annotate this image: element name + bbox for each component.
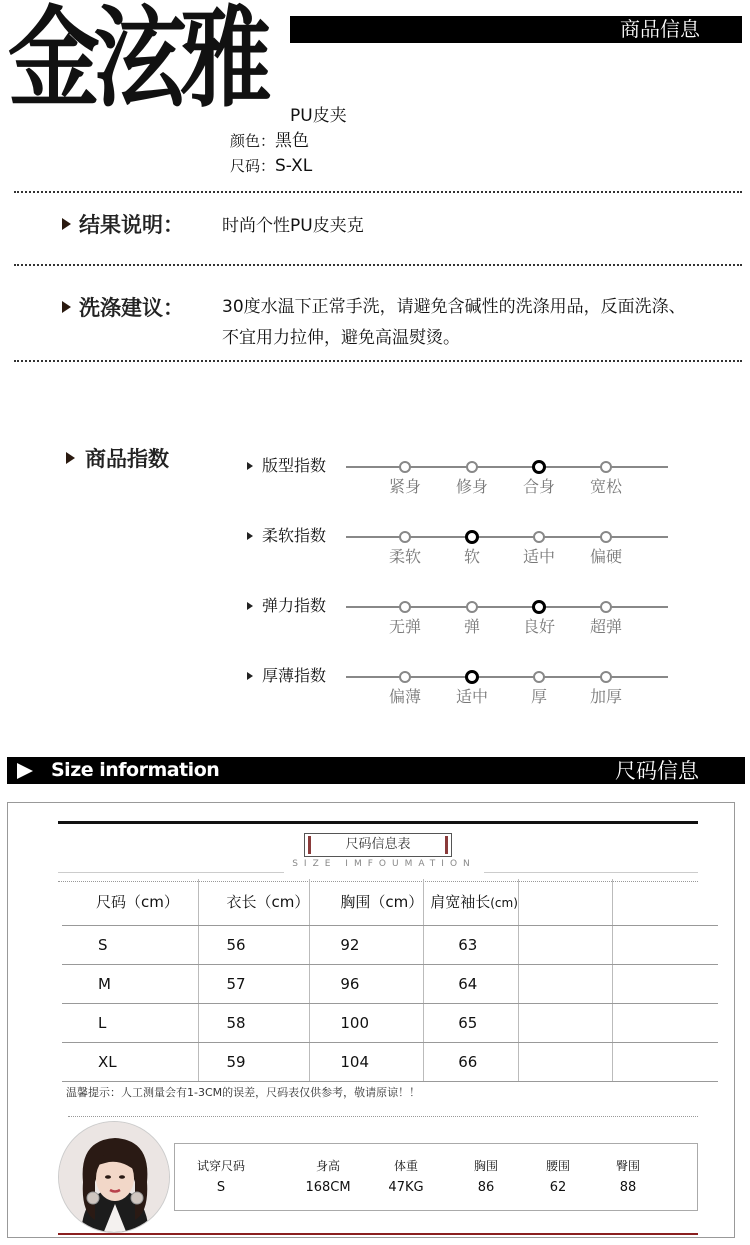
index-dot xyxy=(600,601,612,613)
index-scale-line xyxy=(346,536,668,538)
size-table xyxy=(62,879,718,1082)
model-header: 臀围 xyxy=(615,1159,640,1173)
brand-logo: 金泫雅 xyxy=(8,0,267,122)
spec-size xyxy=(230,155,312,177)
triangle-bullet-icon xyxy=(247,532,253,540)
index-row xyxy=(0,596,750,646)
header-size: 尺码（cm） xyxy=(62,879,198,925)
cell-shoulder-sleeve: 64 xyxy=(424,964,519,1003)
table-row xyxy=(62,1042,718,1081)
washing-label: 洗涤建议： xyxy=(62,295,184,321)
triangle-bullet-icon xyxy=(62,301,71,313)
index-row xyxy=(0,456,750,506)
index-option-label: 厚 xyxy=(530,687,547,706)
size-info-title-en: Size information xyxy=(51,759,220,781)
washing-line-1: 30度水温下正常手洗，请避免含碱性的洗涤用品，反面洗涤、 xyxy=(222,297,686,317)
header-empty xyxy=(518,879,612,925)
index-scale-line xyxy=(346,466,668,468)
index-option-label: 修身 xyxy=(455,477,488,496)
index-dot xyxy=(600,461,612,473)
model-header: 身高 xyxy=(315,1159,340,1173)
model-header: 试穿尺码 xyxy=(196,1159,245,1173)
model-header: 胸围 xyxy=(473,1159,498,1173)
index-name: 柔软指数 xyxy=(247,526,326,546)
cell-empty xyxy=(518,925,612,964)
cell-length: 59 xyxy=(198,1042,310,1081)
spec-size-label: 尺码： xyxy=(230,157,276,175)
tip-dotted-rule xyxy=(68,1116,698,1117)
washing-line-2: 不宜用力拉伸，避免高温熨烫。 xyxy=(222,328,460,348)
index-dot-selected xyxy=(532,600,546,614)
header-shoulder-sleeve: 肩宽袖长(cm) xyxy=(424,879,519,925)
divider xyxy=(14,191,742,193)
size-info-title-cn: 尺码信息 xyxy=(615,759,699,783)
subtitle-rule-left xyxy=(58,872,284,873)
panel-top-rule xyxy=(58,821,698,824)
index-name: 弹力指数 xyxy=(247,596,326,616)
model-value: S xyxy=(216,1180,226,1195)
size-table-header-row xyxy=(62,879,718,925)
index-dot xyxy=(399,671,411,683)
spec-color xyxy=(230,130,309,152)
spec-color-label: 颜色： xyxy=(230,132,276,150)
cell-shoulder-sleeve: 66 xyxy=(424,1042,519,1081)
product-info-header xyxy=(290,16,742,43)
washing-text xyxy=(222,292,686,354)
index-option-label: 适中 xyxy=(522,547,555,566)
cell-chest: 96 xyxy=(310,964,424,1003)
size-table-title: 尺码信息表 xyxy=(304,833,452,857)
panel-bottom-rule xyxy=(58,1233,698,1235)
triangle-bullet-icon xyxy=(247,462,253,470)
cell-empty xyxy=(612,925,718,964)
index-dot xyxy=(600,671,612,683)
size-table-subtitle: SIZE IMFOUMATION xyxy=(292,859,476,869)
description-text: 时尚个性PU皮夹克 xyxy=(222,216,364,236)
cell-size: XL xyxy=(62,1042,198,1081)
product-info-title: 商品信息 xyxy=(620,17,700,41)
cell-empty xyxy=(612,1042,718,1081)
cell-size: M xyxy=(62,964,198,1003)
cell-empty xyxy=(612,1003,718,1042)
cell-empty xyxy=(518,964,612,1003)
table-row xyxy=(62,925,718,964)
cell-chest: 92 xyxy=(310,925,424,964)
spec-color-value: 黑色 xyxy=(275,131,310,151)
header-empty xyxy=(612,879,718,925)
model-header: 腰围 xyxy=(545,1159,570,1173)
cell-length: 58 xyxy=(198,1003,310,1042)
index-dot xyxy=(399,531,411,543)
index-dot-selected xyxy=(532,460,546,474)
size-info-header xyxy=(7,757,745,784)
index-dot xyxy=(600,531,612,543)
cell-size: S xyxy=(62,925,198,964)
divider xyxy=(14,360,742,362)
index-option-label: 弹 xyxy=(463,617,480,636)
cell-empty xyxy=(518,1042,612,1081)
table-row xyxy=(62,1003,718,1042)
index-option-label: 偏薄 xyxy=(388,687,421,706)
header-chest: 胸围（cm） xyxy=(310,879,424,925)
index-row xyxy=(0,666,750,716)
cell-chest: 100 xyxy=(310,1003,424,1042)
triangle-bullet-icon xyxy=(247,672,253,680)
index-option-label: 偏硬 xyxy=(589,547,622,566)
cell-length: 57 xyxy=(198,964,310,1003)
size-panel xyxy=(7,802,735,1238)
model-header: 体重 xyxy=(393,1159,418,1173)
model-measurements xyxy=(174,1143,698,1211)
model-value: 62 xyxy=(549,1180,567,1195)
indices-title: 商品指数 xyxy=(66,446,169,472)
model-value: 47KG xyxy=(388,1180,424,1195)
cell-length: 56 xyxy=(198,925,310,964)
cell-size: L xyxy=(62,1003,198,1042)
index-dot xyxy=(466,461,478,473)
index-option-label: 加厚 xyxy=(589,687,622,706)
index-option-label: 宽松 xyxy=(589,477,622,496)
model-value: 88 xyxy=(619,1180,637,1195)
model-avatar xyxy=(58,1121,170,1233)
description-label: 结果说明： xyxy=(62,212,184,238)
model-value: 168CM xyxy=(305,1180,351,1195)
index-option-label: 良好 xyxy=(522,617,555,636)
index-option-label: 超弹 xyxy=(589,617,622,636)
index-dot-selected xyxy=(465,670,479,684)
index-option-label: 柔软 xyxy=(388,547,421,566)
index-option-label: 软 xyxy=(463,547,480,566)
subtitle-rule-right xyxy=(484,872,698,873)
index-dot xyxy=(399,461,411,473)
cell-empty xyxy=(612,964,718,1003)
index-option-label: 合身 xyxy=(522,477,555,496)
index-name: 版型指数 xyxy=(247,456,326,476)
divider xyxy=(14,264,742,266)
table-row xyxy=(62,964,718,1003)
cell-empty xyxy=(518,1003,612,1042)
index-name: 厚薄指数 xyxy=(247,666,326,686)
index-row xyxy=(0,526,750,576)
triangle-bullet-icon xyxy=(247,602,253,610)
spec-material: PU皮夹 xyxy=(290,106,347,126)
size-tip: 温馨提示：人工测量会有1-3CM的误差，尺码表仅供参考，敬请原谅！！ xyxy=(66,1086,421,1099)
index-option-label: 适中 xyxy=(455,687,488,706)
index-dot-selected xyxy=(465,530,479,544)
index-scale-line xyxy=(346,676,668,678)
cell-chest: 104 xyxy=(310,1042,424,1081)
index-dot xyxy=(466,601,478,613)
index-dot xyxy=(533,531,545,543)
model-portrait-image xyxy=(59,1122,170,1233)
index-option-label: 无弹 xyxy=(388,617,421,636)
index-dot xyxy=(533,671,545,683)
cell-shoulder-sleeve: 65 xyxy=(424,1003,519,1042)
header-length: 衣长（cm） xyxy=(198,879,310,925)
model-value: 86 xyxy=(477,1180,495,1195)
index-scale-line xyxy=(346,606,668,608)
play-triangle-icon xyxy=(17,763,33,779)
index-dot xyxy=(399,601,411,613)
cell-shoulder-sleeve: 63 xyxy=(424,925,519,964)
index-option-label: 紧身 xyxy=(388,477,421,496)
triangle-bullet-icon xyxy=(62,218,71,230)
spec-size-value: S-XL xyxy=(275,156,313,176)
